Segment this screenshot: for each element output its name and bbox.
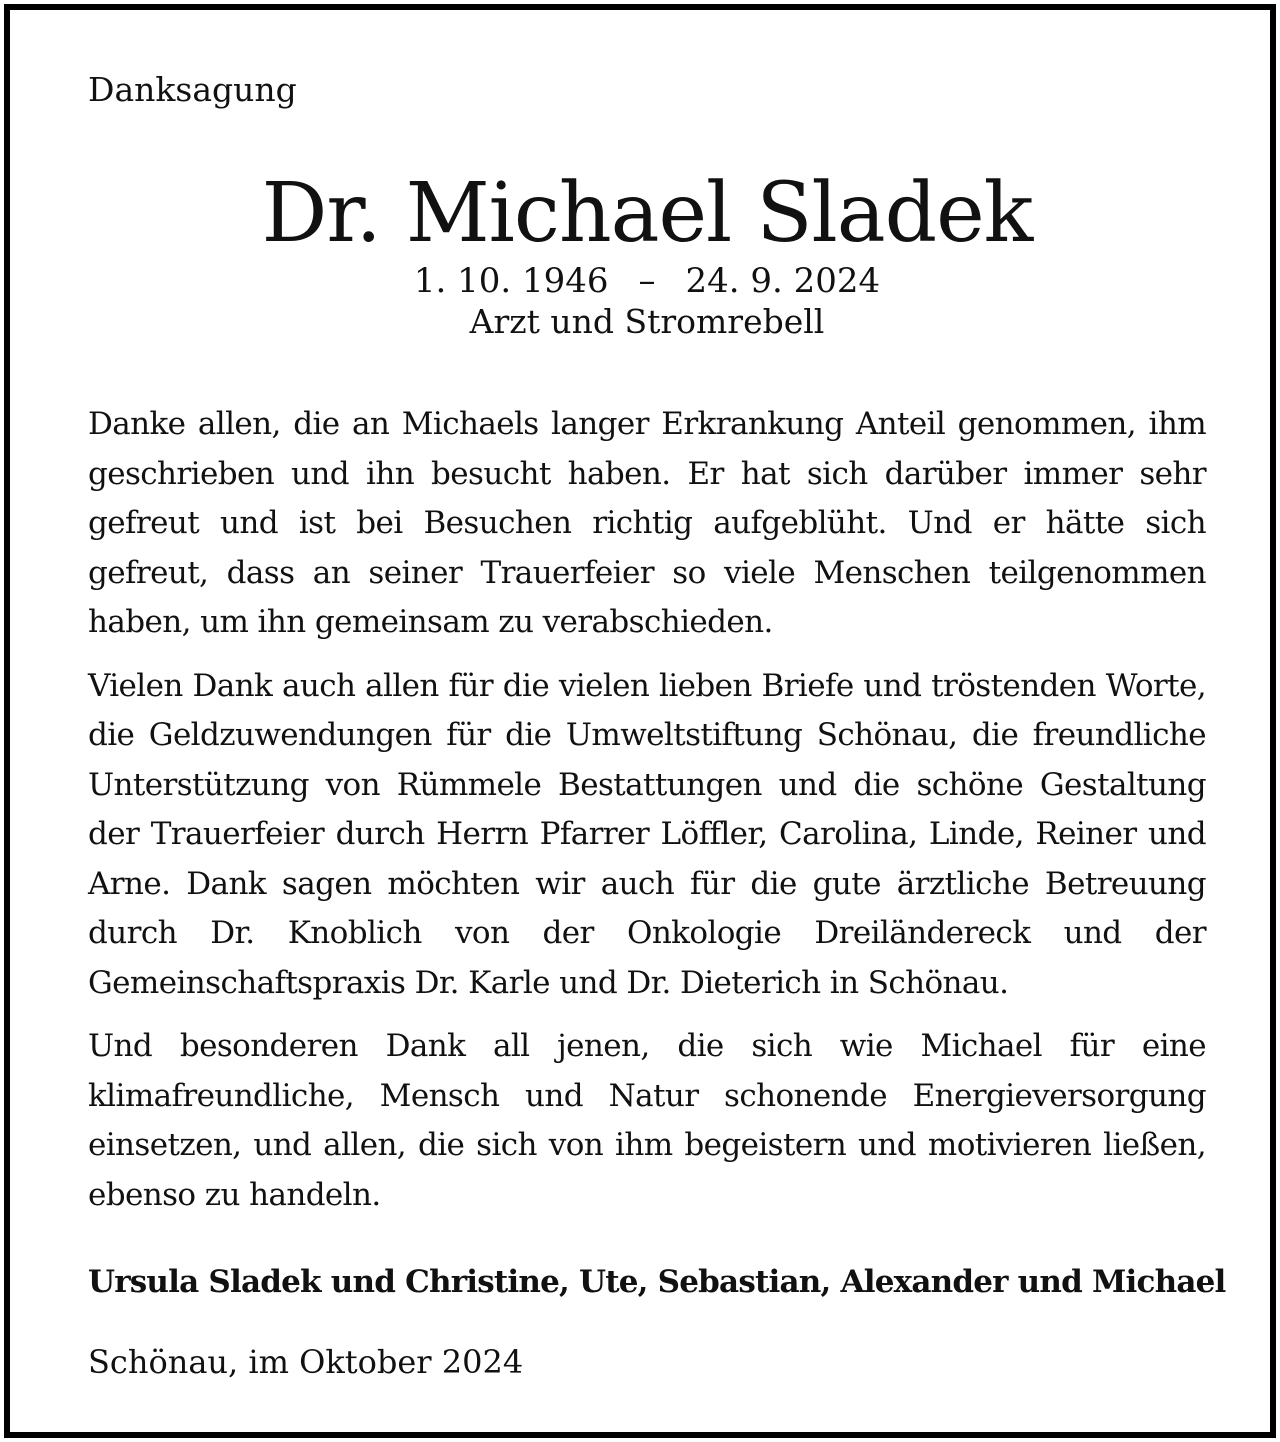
notice-kicker: Danksagung	[88, 70, 297, 109]
thanks-paragraph-3: Und besonderen Dank all jenen, die sich wie Michael für eine klimafreundliche, Mensch und Natur schonende Energieversorgung einsetzen, und allen, die sich von ihm begeistern und motivieren ließen, ebenso zu handeln.	[88, 1028, 1206, 1213]
birth-date: 1. 10. 1946	[413, 261, 609, 301]
family-signature: Ursula Sladek und Christine, Ute, Sebastian, Alexander und Michael	[88, 1264, 1226, 1300]
date-dash: –	[638, 261, 656, 301]
deceased-role: Arzt und Stromrebell	[469, 302, 825, 341]
thanks-paragraph-2: Vielen Dank auch allen für die vielen lieben Briefe und tröstenden Worte, die Geldzuwendungen für die Umweltstiftung Schönau, die freundliche Unterstützung von Rümmele Bestattungen und die schöne Gestaltung der Trauerfeier durch Herrn Pfarrer Löffler, Carolina, Linde, Reiner und Arne. Dank sagen möchten wir auch für die gute ärztliche Betreuung durch Dr. Knoblich von der Onkologie Dreiländereck und der Gemeinschaftspraxis Dr. Karle und Dr. Dieterich in Schönau.	[88, 667, 1206, 1001]
deceased-name: Dr. Michael Sladek	[261, 166, 1033, 261]
thanks-paragraph-1: Danke allen, die an Michaels langer Erkrankung Anteil genommen, ihm geschrieben und ihn besucht haben. Er hat sich darüber immer sehr gefreut und ist bei Besuchen richtig aufgeblüht. Und er hätte sich gefreut, dass an seiner Trauerfeier so viele Menschen teilgenommen haben, um ihn gemeinsam zu verabschieden.	[88, 406, 1206, 640]
notice-content	[88, 70, 1226, 1382]
death-date: 24. 9. 2024	[685, 261, 881, 301]
notice-frame	[4, 4, 1276, 1438]
life-dates	[88, 260, 1206, 302]
place-date: Schönau, im Oktober 2024	[88, 1343, 524, 1381]
